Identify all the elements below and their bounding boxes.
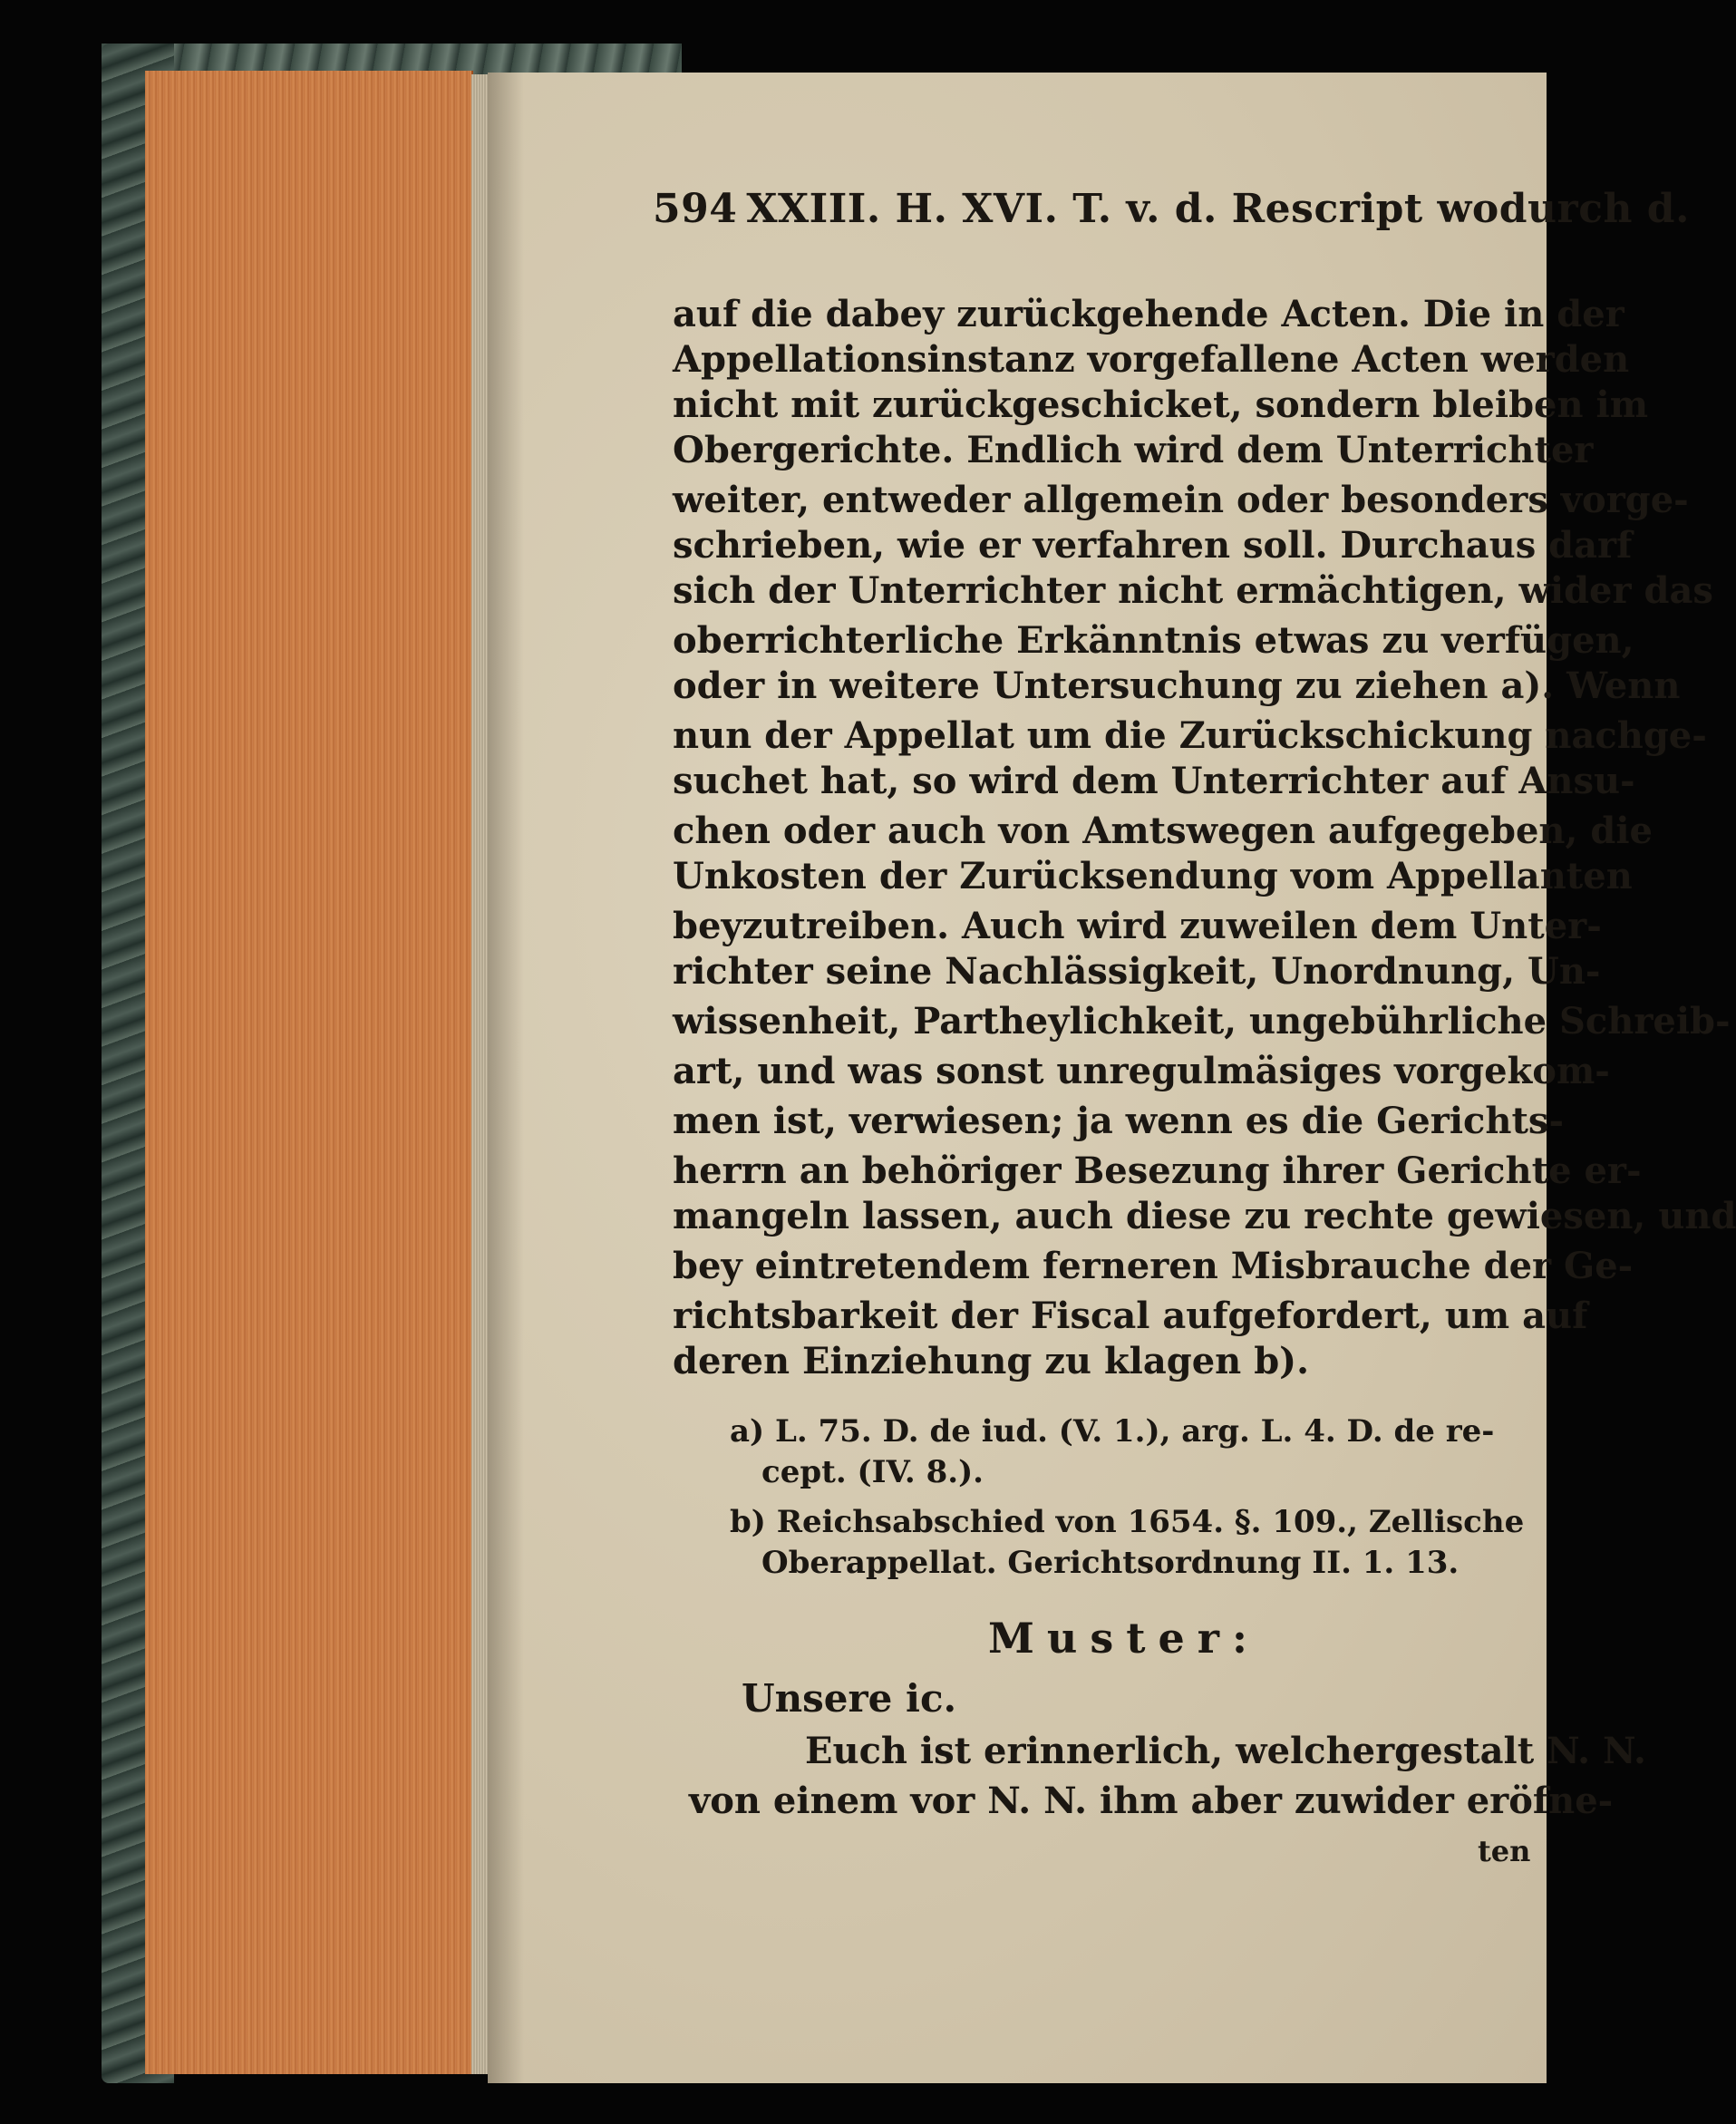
body-line: chen oder auch von Amtswegen aufgegeben, die [673, 810, 1653, 852]
body-line: art, und was sonst unregulmäsiges vorgekom- [673, 1050, 1610, 1092]
catchword: ten [1478, 1834, 1531, 1868]
gutter-shadow [488, 73, 524, 2083]
body-line: deren Einziehung zu klagen b). [673, 1340, 1310, 1382]
body-line: weiter, entweder allgemein oder besonders vorge- [673, 479, 1689, 521]
footnote-a-line: cept. (IV. 8.). [761, 1454, 984, 1490]
body-line: Obergerichte. Endlich wird dem Unterrichter [673, 429, 1594, 471]
body-line: nicht mit zurückgeschicket, sondern bleiben im [673, 383, 1649, 426]
page-stack [471, 74, 490, 2074]
footnote-b-line: Oberappellat. Gerichtsordnung II. 1. 13. [761, 1545, 1460, 1581]
body-line: sich der Unterrichter nicht ermächtigen, wider das [673, 569, 1713, 612]
body-line: oder in weitere Untersuchung zu ziehen a). Wenn [673, 664, 1681, 707]
body-line: Appellationsinstanz vorgefallene Acten werden [673, 338, 1630, 381]
running-title: XXIII. H. XVI. T. v. d. Rescript wodurch d. [746, 186, 1690, 232]
muster-heading: Muster: [988, 1614, 1260, 1663]
body-line: herrn an behöriger Besezung ihrer Gerichte er- [673, 1149, 1642, 1192]
closing-line: von einem vor N. N. ihm aber zuwider eröfne- [689, 1780, 1614, 1822]
body-line: richter seine Nachlässigkeit, Unordnung, Un- [673, 950, 1601, 993]
running-header [653, 186, 1690, 232]
footnote-b-line: b) Reichsabschied von 1654. §. 109., Zellische [730, 1504, 1525, 1540]
body-line: mangeln lassen, auch diese zu rechte gewiesen, und [673, 1195, 1736, 1237]
page-number: 594 [653, 186, 738, 232]
body-line: wissenheit, Partheylichkeit, ungebührliche Schreib- [673, 1000, 1731, 1043]
body-line: men ist, verwiesen; ja wenn es die Gerichts- [673, 1100, 1565, 1142]
body-line: nun der Appellat um die Zurückschickung nachge- [673, 714, 1707, 757]
body-line: beyzutreiben. Auch wird zuweilen dem Unter- [673, 905, 1602, 947]
salutation: Unsere ic. [742, 1676, 957, 1721]
body-line: schrieben, wie er verfahren soll. Durchaus darf [673, 524, 1633, 567]
body-line: Unkosten der Zurücksendung vom Appellanten [673, 855, 1633, 897]
closing-line: Euch ist erinnerlich, welchergestalt N. N. [805, 1730, 1646, 1772]
body-line: bey eintretendem ferneren Misbrauche der Ge- [673, 1245, 1634, 1287]
footnote-a-line: a) L. 75. D. de iud. (V. 1.), arg. L. 4. D. de re- [730, 1413, 1495, 1450]
body-line: auf die dabey zurückgehende Acten. Die in der [673, 293, 1624, 335]
body-line: suchet hat, so wird dem Unterrichter auf Ansu- [673, 760, 1635, 802]
body-line: oberrichterliche Erkänntnis etwas zu verfügen, [673, 619, 1634, 662]
page-block-edge [145, 71, 473, 2074]
body-line: richtsbarkeit der Fiscal aufgefordert, um auf [673, 1295, 1588, 1337]
